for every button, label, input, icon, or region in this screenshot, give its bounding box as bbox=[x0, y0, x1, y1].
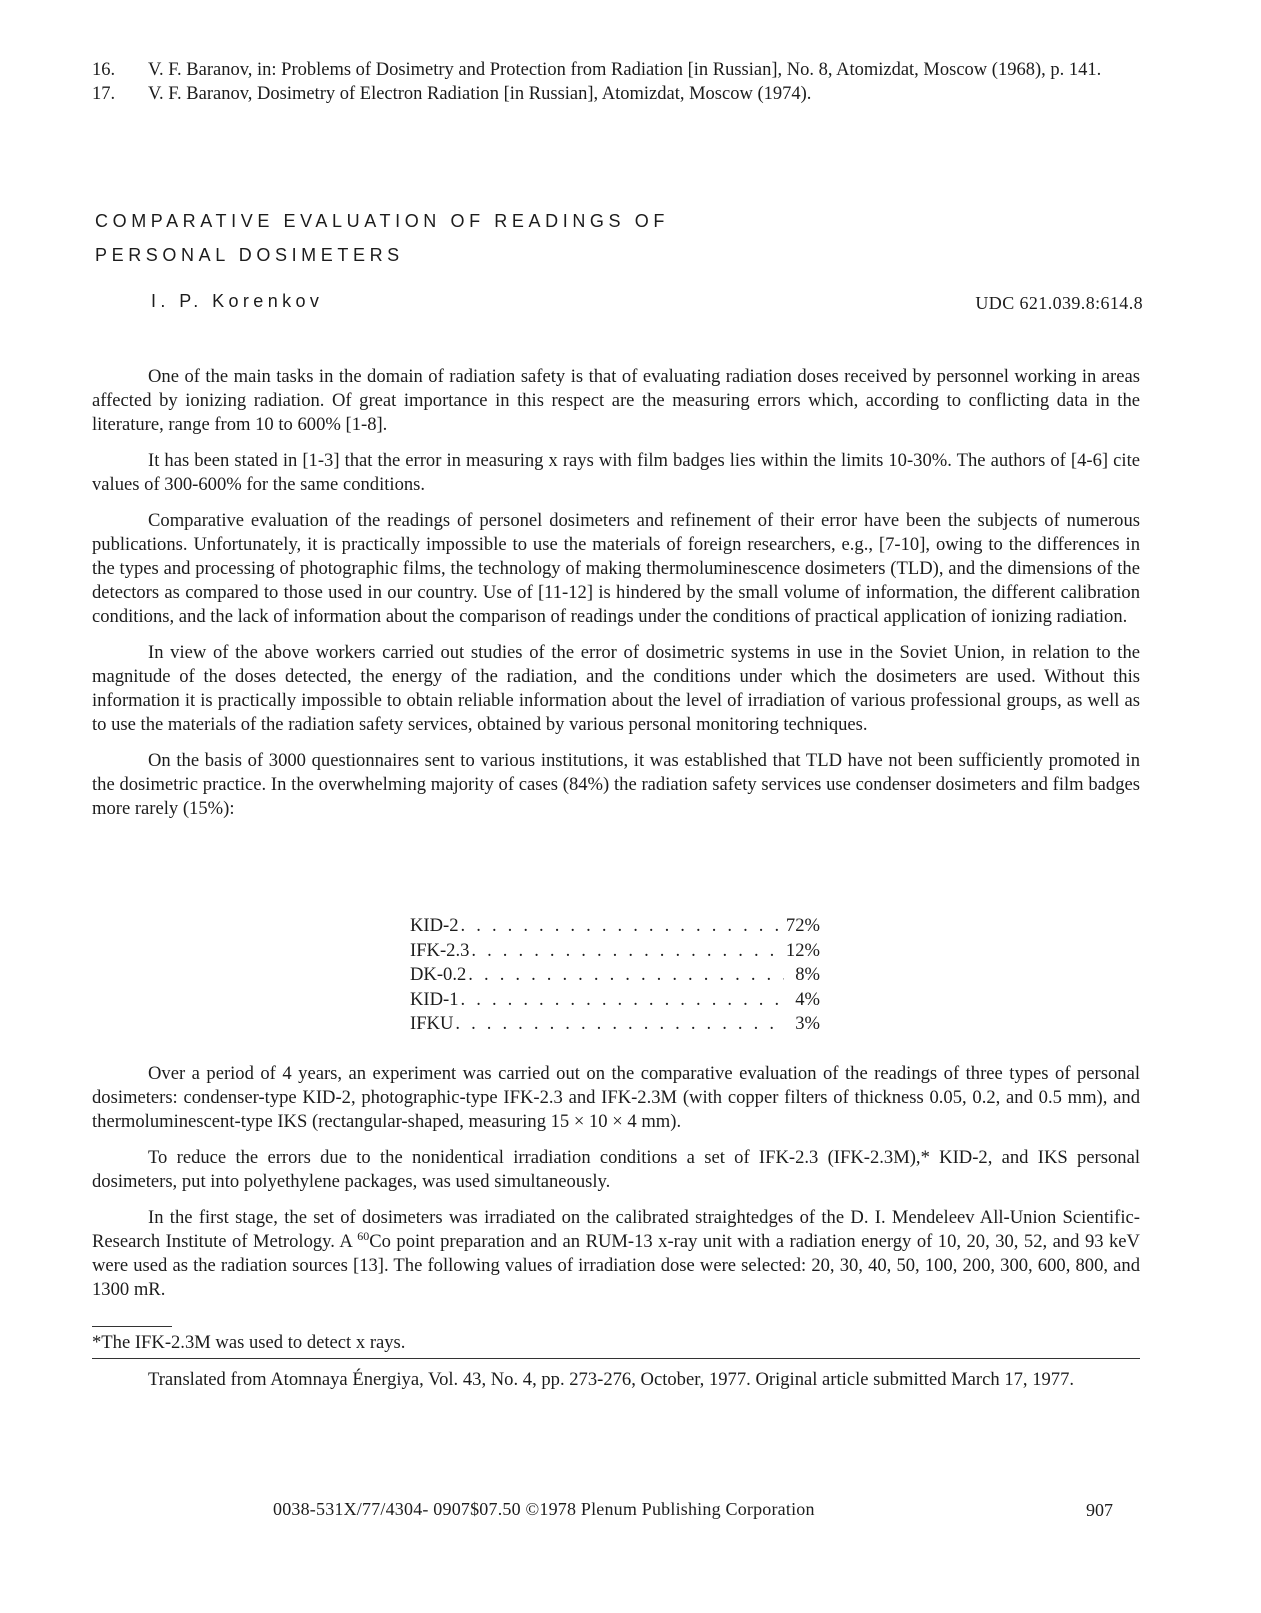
isotope-superscript: 60 bbox=[357, 1228, 370, 1243]
dosimeter-usage-table bbox=[410, 914, 820, 1037]
dosimeter-usage-row bbox=[410, 914, 820, 939]
article-body bbox=[92, 365, 1140, 833]
dosimeter-share: 3% bbox=[795, 1013, 820, 1034]
paragraph-text: In the first stage, the set of dosimeters was irradiated on the calibrated straightedges of the D. I. Mendeleev All-Union Scientific-Research Institute of Metrology. A bbox=[92, 1207, 1140, 1252]
dot-leader bbox=[455, 1012, 784, 1037]
dosimeter-name: DK-0.2 bbox=[410, 964, 467, 985]
reference-text: V. F. Baranov, in: Problems of Dosimetry and Protection from Radiation [in Russian], No. 8, Atomizdat, Moscow (1968), p. 141. bbox=[148, 60, 1102, 80]
translation-note-text: Translated from Atomnaya Énergiya, Vol. 43, No. 4, pp. 273-276, October, 1977. Original article submitted March 17, 1977. bbox=[148, 1369, 1075, 1390]
reference-number: 16. bbox=[92, 60, 116, 80]
body-paragraph: Over a period of 4 years, an experiment was carried out on the comparative evaluation of the readings of three types of personal dosimeters: condenser-type KID-2, photographic-type IFK-2.3 and IFK-2.3M (with copper filters of thickness 0.05, 0.2, and 0.5 mm), and thermoluminescent-type IKS (rectangular-shaped, measuring 15 × 10 × 4 mm). bbox=[92, 1063, 1140, 1132]
translation-note bbox=[92, 1368, 1132, 1391]
body-paragraph: Comparative evaluation of the readings of personel dosimeters and refinement of their error have been the subjects of numerous publications. Unfortunately, it is practically impossible to use the materials of foreign researchers, e.g., [7-10], owing to the differences in the types and processing of photographic films, the technology of making thermoluminescence dosimeters (TLD), and the dimensions of the detectors as compared to those used in our country. Use of [11-12] is hindered by the small volume of information, the different calibration conditions, and the lack of information about the comparison of readings under the conditions of practical application of ionizing radiation. bbox=[92, 510, 1140, 627]
dosimeter-name: KID-2 bbox=[410, 915, 459, 936]
body-paragraph: It has been stated in [1-3] that the error in measuring x rays with film badges lies within the limits 10-30%. The authors of [4-6] cite values of 300-600% for the same conditions. bbox=[92, 450, 1140, 495]
dosimeter-usage-row bbox=[410, 939, 820, 964]
dosimeter-share: 8% bbox=[795, 964, 820, 985]
body-paragraph bbox=[92, 1206, 1140, 1302]
dosimeter-share: 72% bbox=[785, 915, 820, 936]
dosimeter-share: 12% bbox=[785, 939, 820, 961]
dot-leader bbox=[461, 988, 784, 1013]
footnote: *The IFK-2.3M was used to detect x rays. bbox=[92, 1332, 406, 1353]
dosimeter-usage-row bbox=[410, 963, 820, 988]
dot-leader bbox=[468, 963, 784, 988]
dot-leader bbox=[461, 914, 784, 939]
article-title-line: PERSONAL DOSIMETERS bbox=[95, 245, 404, 265]
footnote-divider bbox=[92, 1326, 172, 1327]
article-title bbox=[95, 204, 795, 272]
reference-text: V. F. Baranov, Dosimetry of Electron Radiation [in Russian], Atomizdat, Moscow (1974). bbox=[148, 84, 812, 104]
dosimeter-name: IFK-2.3 bbox=[410, 939, 470, 961]
reference-item bbox=[92, 82, 1162, 106]
dot-leader bbox=[471, 939, 784, 964]
body-paragraph: On the basis of 3000 questionnaires sent to various institutions, it was established that TLD have not been sufficiently promoted in the dosimetric practice. In the overwhelming majority of cases (84%) the radiation safety services use condenser dosimeters and film badges more rarely (15%): bbox=[92, 750, 1140, 819]
paragraph-text: Co point preparation and an RUM-13 x-ray unit with a radiation energy of 10, 20, 30, 52, and 93 keV were used as the radiation sources [13]. The following values of irradiation dose were selected: 20, 30, 40, 50, 100, 200, 300, 600, 800, and 1300 mR. bbox=[92, 1231, 1140, 1300]
publication-code: 0038-531X/77/4304- 0907$07.50 ©1978 Plenum Publishing Corporation bbox=[273, 1499, 815, 1519]
reference-item bbox=[92, 58, 1162, 82]
dosimeter-name: IFKU bbox=[410, 1013, 454, 1034]
body-paragraph: One of the main tasks in the domain of radiation safety is that of evaluating radiation doses received by personnel working in areas affected by ionizing radiation. Of great importance in this respect are the measuring errors which, according to conflicting data in the literature, range from 10 to 600% [1-8]. bbox=[92, 366, 1140, 435]
reference-list bbox=[92, 58, 1162, 106]
dosimeter-name: KID-1 bbox=[410, 988, 459, 1010]
page-number: 907 bbox=[1086, 1500, 1113, 1520]
article-title-line: COMPARATIVE EVALUATION OF READINGS OF bbox=[95, 211, 669, 231]
section-divider bbox=[92, 1358, 1140, 1359]
dosimeter-usage-row bbox=[410, 1012, 820, 1037]
article-author: I. P. Korenkov bbox=[151, 291, 324, 311]
udc-code: UDC 621.039.8:614.8 bbox=[975, 293, 1143, 313]
body-paragraph: To reduce the errors due to the nonidentical irradiation conditions a set of IFK-2.3 (IFK-2.3M),* KID-2, and IKS personal dosimeters, put into polyethylene packages, was used simultaneously. bbox=[92, 1147, 1140, 1192]
article-body-continued bbox=[92, 1062, 1140, 1314]
dosimeter-usage-row bbox=[410, 988, 820, 1013]
reference-number: 17. bbox=[92, 84, 116, 104]
dosimeter-share: 4% bbox=[795, 988, 820, 1010]
body-paragraph: In view of the above workers carried out studies of the error of dosimetric systems in use in the Soviet Union, in relation to the magnitude of the doses detected, the energy of the radiation, and the conditions under which the dosimeters are used. Without this information it is practically impossible to obtain reliable information about the level of irradiation of various professional groups, as well as to use the materials of the radiation safety services, obtained by various personal monitoring techniques. bbox=[92, 642, 1140, 735]
